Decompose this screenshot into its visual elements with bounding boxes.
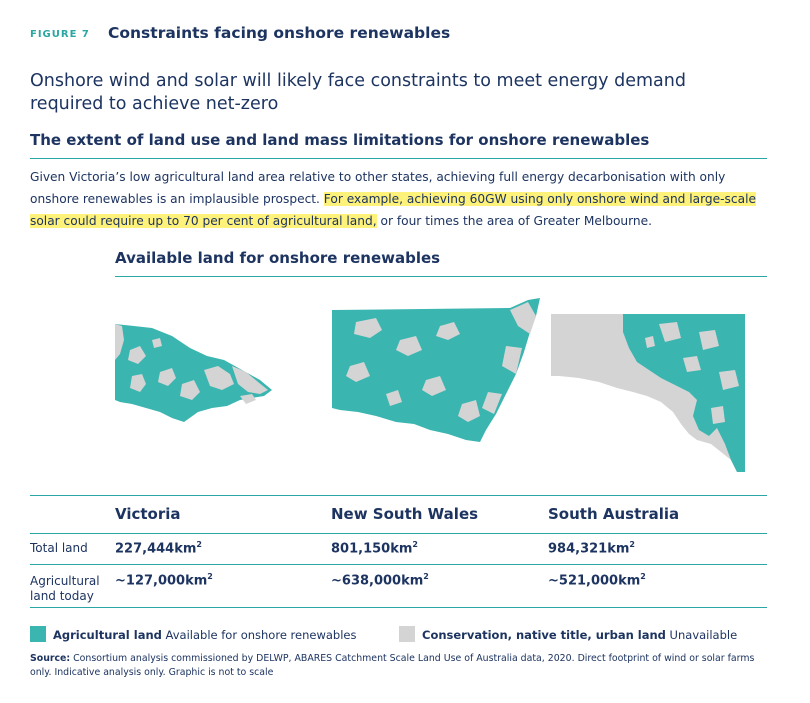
legend-agricultural-swatch (30, 626, 46, 642)
table-header-rule (30, 533, 767, 534)
sa-unavailable-patch (711, 406, 725, 424)
available-title-rule (115, 276, 767, 277)
sa-total-land: $984,321km^2$ (548, 540, 635, 557)
subheading-rule (30, 158, 767, 159)
body-part2: or four times the area of Greater Melbourne. (376, 214, 653, 228)
body-part1: Given Victoria’s low agricultural land area relative to other states, achieving full energy decarbonisation with only onshore renewables is an implausible prospect. (30, 170, 726, 206)
available-land-title: Available land for onshore renewables (115, 249, 441, 267)
state-name-sa: South Australia (548, 505, 680, 523)
figure-title: Constraints facing onshore renewables (108, 24, 451, 42)
subheading: The extent of land use and land mass limitations for onshore renewables (30, 131, 650, 149)
source-note: Source: Consortium analysis commissioned by DELWP, ABARES Catchment Scale Land Use of Australia data, 2020. Direct footprint of wind or solar farms only. Indicative analysis only. Graphic is not to scale (30, 653, 755, 678)
table-mid-rule (30, 564, 767, 565)
nsw-total-land: $801,150km^2$ (331, 540, 418, 557)
south-australia-map (549, 312, 747, 474)
legend-conservation: Conservation, native title, urban land Unavailable (422, 628, 738, 642)
state-name-nsw: New South Wales (331, 505, 479, 523)
new-south-wales-map (330, 296, 542, 448)
legend-agricultural: Agricultural land Available for onshore renewables (53, 628, 357, 642)
sa-agricultural-land: $\sim 521,000km^2$ (548, 572, 646, 589)
victoria-agricultural-area (115, 324, 272, 422)
figure-label: FIGURE 7 (30, 29, 90, 40)
table-top-rule (30, 495, 767, 496)
table-bottom-rule (30, 607, 767, 608)
victoria-map (112, 320, 274, 426)
legend-conservation-swatch (399, 626, 415, 642)
body-highlight: For example, achieving 60GW using only onshore wind and large-scale solar could require up to 70 per cent of agricultural land, (30, 192, 756, 228)
nsw-agricultural-land: $\sim 638,000km^2$ (331, 572, 429, 589)
body-paragraph (30, 166, 770, 232)
victoria-total-land: $227,444km^2$ (115, 540, 202, 557)
headline: Onshore wind and solar will likely face constraints to meet energy demand required to achieve net-zero (30, 71, 686, 114)
victoria-agricultural-land: $\sim 127,000km^2$ (115, 572, 213, 589)
state-name-victoria: Victoria (115, 505, 181, 523)
row-label-total-land: Total land (30, 541, 88, 555)
row-label-agricultural-land: Agricultural land today (30, 574, 100, 603)
